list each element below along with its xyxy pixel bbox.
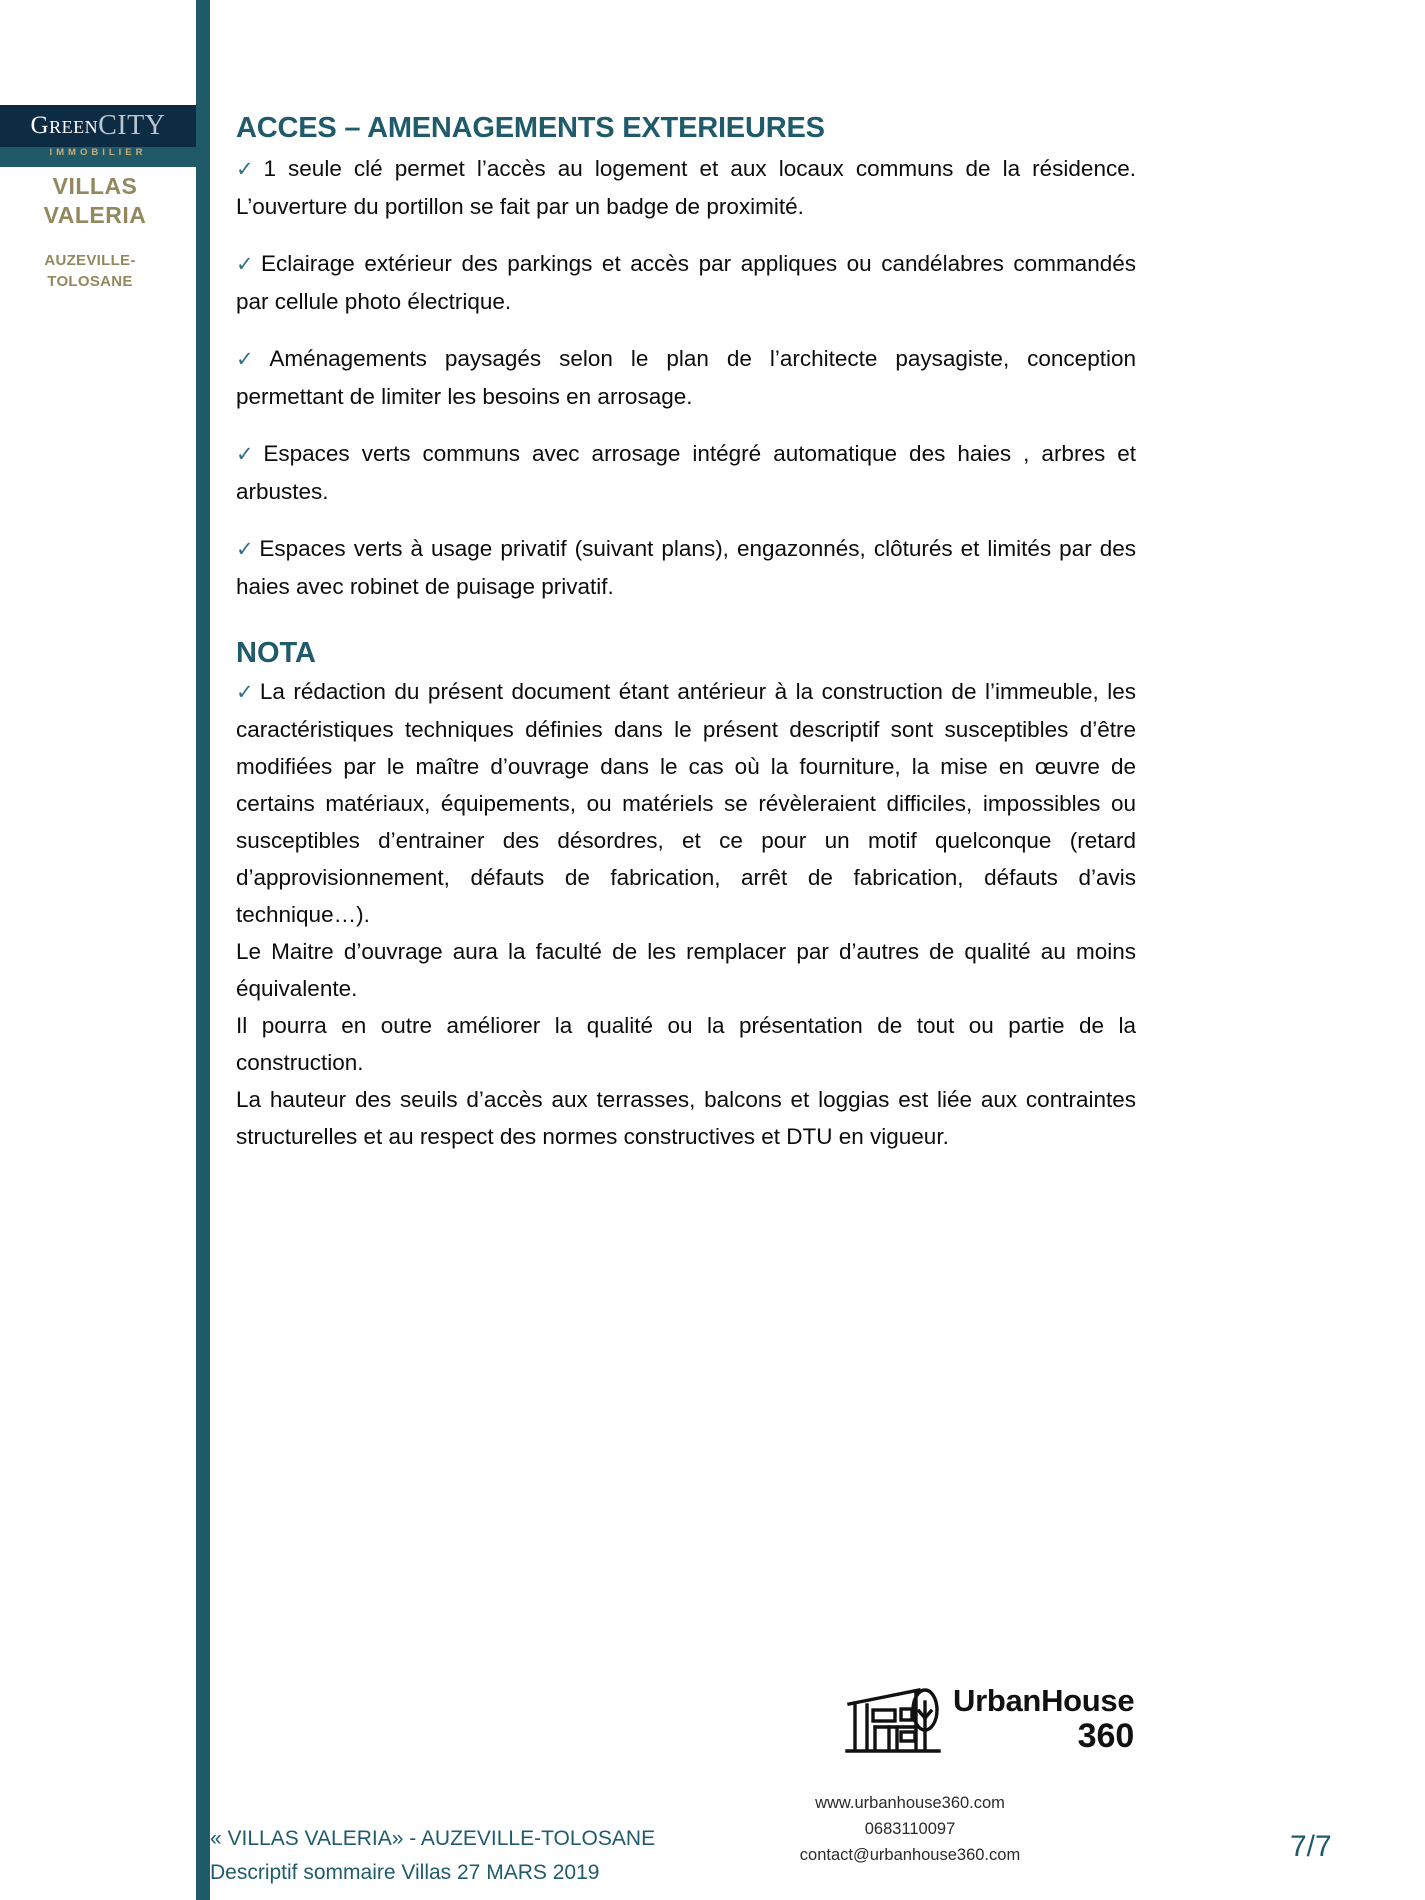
check-icon: ✓ [236,681,256,704]
urbanhouse-wordmark [953,1684,1134,1754]
bullet-item [236,245,1136,320]
project-city-line1: AUZEVILLE- [44,252,136,269]
check-icon: ✓ [236,443,260,466]
bullet-item [236,340,1136,415]
greencity-logo [0,105,196,147]
check-icon: ✓ [236,538,256,561]
sidebar-vertical-rule-footer [196,1790,210,1900]
bullet-text: Espaces verts à usage privatif (suivant plans), engazonnés, clôturés et limités par des haies avec robinet de puisage privatif. [236,536,1136,599]
bullet-text: Eclairage extérieur des parkings et accès par appliques ou candélabres commandés par cellule photo électrique. [236,251,1136,314]
website-text: www.urbanhouse360.com [815,1794,1005,1812]
bullet-text: Espaces verts communs avec arrosage intégré automatique des haies , arbres et arbustes. [236,441,1136,504]
nota-paragraph [236,673,1136,933]
nota-paragraph: La hauteur des seuils d’accès aux terrasses, balcons et loggias est liée aux contraintes structurelles et au respect des normes constructives et DTU en vigueur. [236,1087,1136,1149]
check-icon: ✓ [236,348,266,371]
sidebar-vertical-rule [196,0,210,1870]
page-number: 7/7 [1290,1830,1332,1863]
footer-line-2: Descriptif sommaire Villas 27 MARS 2019 [210,1861,600,1884]
bullet-text: Aménagements paysagés selon le plan de l’architecte paysagiste, conception permettant de limiter les besoins en arrosage. [236,346,1136,409]
phone-text: 0683110097 [864,1820,956,1838]
main-content [236,110,1136,1155]
bullet-item [236,530,1136,605]
bullet-item [236,150,1136,225]
logo-city-text: CITY [98,110,166,141]
logo-green-text: Green [30,112,99,139]
project-city [0,250,180,292]
nota-text: La rédaction du présent document étant antérieur à la construction de l’immeuble, les caractéristiques techniques définies dans le présent descriptif sont susceptibles d’être modifiées par le maître d’ouvrage dans le cas où la fourniture, la mise en œuvre de certains matériaux, équipements, ou matériels se révèleraient difficiles, impossibles ou susceptibles d’entrainer des désordres, et ce pour un motif quelconque (retard d’approvisionnement, défauts de fabrication, arrêt de fabrication, défauts d’avis technique…). [236,679,1136,927]
bullet-text: 1 seule clé permet l’accès au logement et aux locaux communs de la résidence. L’ouverture du portillon se fait par un badge de proximité. [236,156,1136,219]
project-title-line2: VALERIA [43,202,147,228]
brand-name: UrbanHouse [953,1683,1135,1718]
house-tree-icon [845,1680,941,1758]
bullet-item [236,435,1136,510]
project-city-line2: TOLOSANE [47,273,133,290]
nota-paragraph: Il pourra en outre améliorer la qualité ou la présentation de tout ou partie de la construction. [236,1013,1136,1075]
check-icon: ✓ [236,158,260,181]
logo-subtitle: IMMOBILIER [49,147,147,158]
nota-block [236,673,1136,1155]
urbanhouse-logo [845,1680,1134,1758]
contact-details [700,1790,1120,1868]
page-title: ACCES – AMENAGEMENTS EXTERIEURES [236,112,825,144]
footer-document-info [210,1822,655,1890]
check-icon: ✓ [236,253,257,276]
footer-line-1: « VILLAS VALERIA» - AUZEVILLE-TOLOSANE [210,1827,656,1850]
project-title-line1: VILLAS [52,173,138,199]
email-text: contact@urbanhouse360.com [799,1846,1021,1864]
nota-paragraph: Le Maitre d’ouvrage aura la faculté de les remplacer par d’autres de qualité au moins équivalente. [236,939,1136,1001]
brand-number: 360 [1077,1717,1135,1755]
project-title [0,172,190,230]
sidebar [0,0,208,1900]
nota-title: NOTA [236,637,317,669]
